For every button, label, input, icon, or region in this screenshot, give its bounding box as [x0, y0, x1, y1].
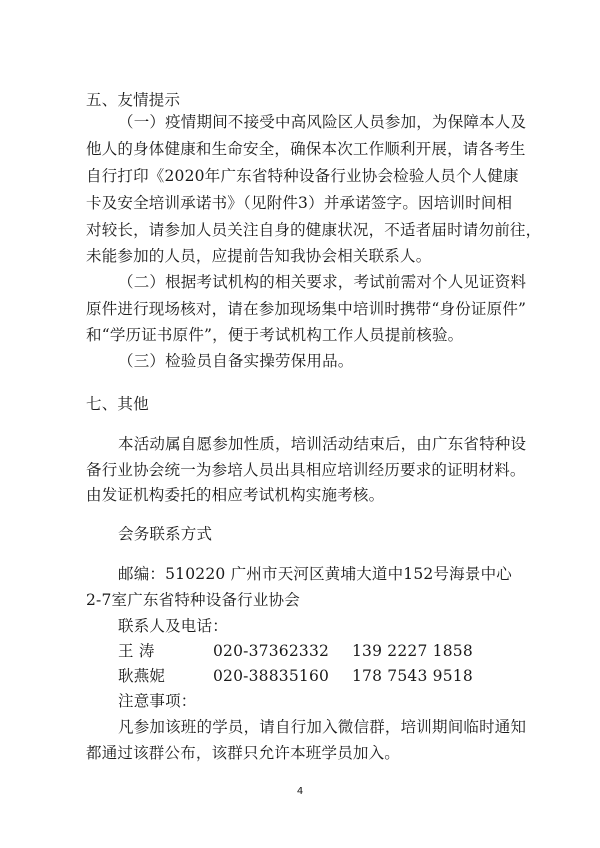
- contact-address-line: 邮编：510220 广州市天河区黄埔大道中152号海景中心: [118, 565, 512, 583]
- section-5-item-3: （三）检验员自备实操劳保用品。: [118, 352, 354, 370]
- page-number: 4: [296, 786, 304, 797]
- section-5-item-2-line: 原件进行现场核对，请在参加现场集中培训时携带“身份证原件”: [86, 300, 527, 318]
- notes-line: 都通过该群公布，该群只允许本班学员加入。: [86, 744, 401, 762]
- contact-heading: 会务联系方式: [118, 525, 213, 543]
- section-5-item-2-line: 和“学历证书原件”，便于考试机构工作人员提前核验。: [86, 326, 464, 344]
- section-5-item-1-line: 对较长，请参加人员关注自身的健康状况，不适者届时请勿前往，: [86, 221, 542, 239]
- contact-person-tel: 020-38835160: [213, 667, 330, 685]
- contact-person-mobile: 139 2227 1858: [352, 642, 473, 660]
- section-7-heading: 七、其他: [86, 395, 149, 413]
- section-5-item-1-line: （一）疫情期间不接受中高风险区人员参加，为保障本人及: [118, 113, 527, 131]
- contact-address-line: 2-7室广东省特种设备行业协会: [86, 591, 300, 609]
- section-7-body-line: 由发证机构委托的相应考试机构实施考核。: [86, 486, 385, 504]
- section-5-item-1-line: 卡及安全培训承诺书》（见附件3）并承诺签字。因培训时间相: [86, 194, 513, 212]
- contact-person-name: 耿燕妮: [118, 667, 166, 685]
- section-5-heading: 五、友情提示: [86, 91, 181, 109]
- contact-person-name: 王 涛: [118, 642, 155, 660]
- section-5-item-1-line: 他人的身体健康和生命安全，确保本次工作顺利开展，请各考生: [86, 140, 526, 158]
- section-7-body-line: 备行业协会统一为参培人员出具相应培训经历要求的证明材料。: [86, 461, 526, 479]
- notes-label: 注意事项：: [118, 692, 197, 710]
- contact-person-tel: 020-37362332: [213, 642, 330, 660]
- section-7-body-line: 本活动属自愿参加性质，培训活动结束后，由广东省特种设: [118, 435, 527, 453]
- notes-line: 凡参加该班的学员，请自行加入微信群，培训期间临时通知: [118, 718, 527, 736]
- section-5-item-1-line: 自行打印《2020年广东省特种设备行业协会检验人员个人健康: [86, 167, 519, 185]
- contact-person-mobile: 178 7543 9518: [352, 667, 473, 685]
- section-5-item-1-line: 未能参加的人员，应提前告知我协会相关联系人。: [86, 247, 432, 265]
- contact-people-label: 联系人及电话：: [118, 617, 228, 635]
- section-5-item-2-line: （二）根据考试机构的相关要求，考试前需对个人见证资料: [118, 273, 527, 291]
